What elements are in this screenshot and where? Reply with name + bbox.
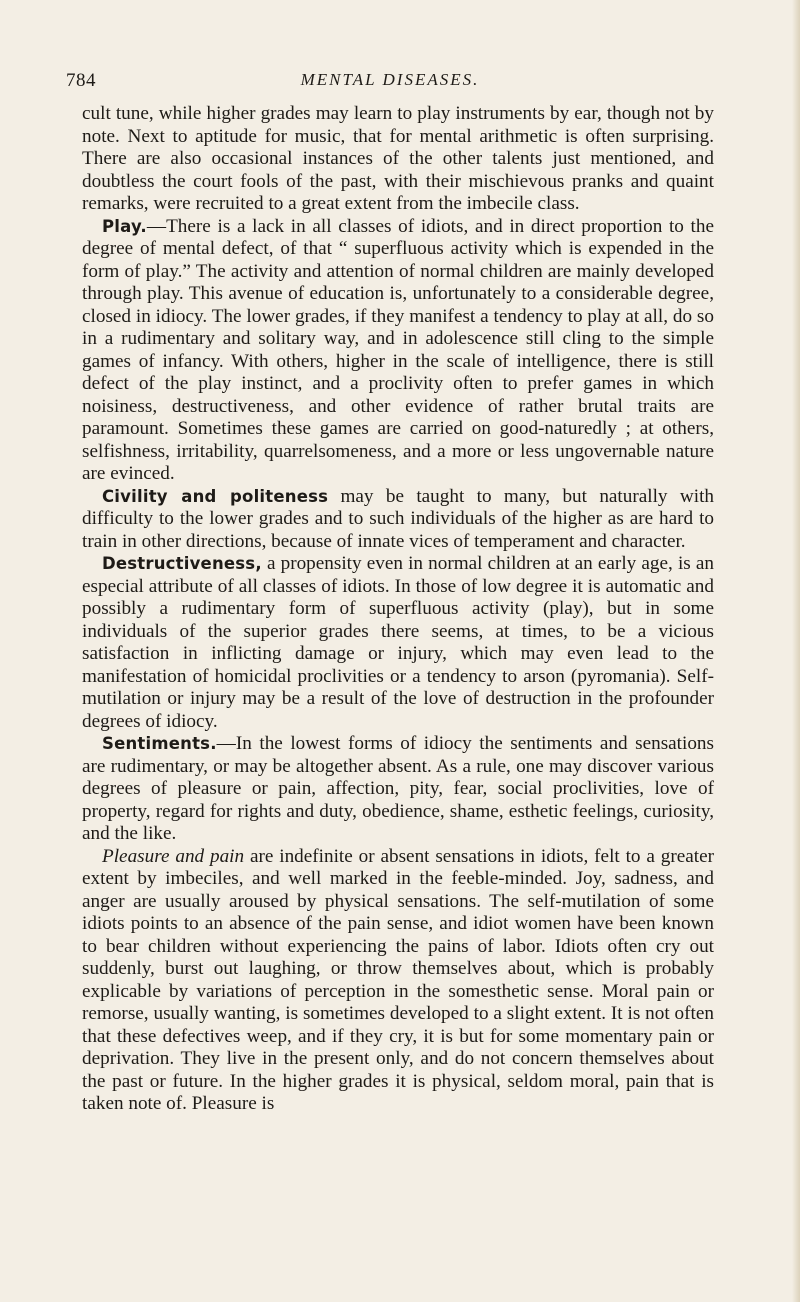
paragraph-civility (82, 486, 714, 554)
heading-sentiments: Sentiments. (102, 734, 217, 753)
heading-destructiveness: Destructiveness, (102, 554, 262, 573)
page-header (66, 64, 714, 94)
paragraph-play-text: —There is a lack in all classes of idiots, and in direct proportion to the degree of mental defect, of that “ superfluous activity which is expended in the form of play.” The activity and attention of normal children are mainly developed through play. This avenue of education is, unfortunately to a considerable degree, closed in idiocy. The lower grades, if they manifest a tendency to play at all, do so in a rudimentary and solitary way, and in adolescence still cling to the simple games of infancy. With others, higher in the scale of intelligence, there is still defect of the play instinct, and a proclivity often to prefer games in which noisiness, destructiveness, and other evidence of rather brutal traits are paramount. Sometimes these games are carried on good-naturedly ; at others, selfishness, irritability, quarrelsomeness, and a more or less ungovernable nature are evinced. (82, 215, 714, 484)
paragraph-sentiments (82, 733, 714, 846)
page-number: 784 (66, 70, 96, 91)
paragraph-pleasure-pain-text: are indefinite or absent sensations in idiots, felt to a greater extent by imbeciles, and well marked in the feeble-minded. Joy, sadness, and anger are usually aroused by physical sensations. The self-mutilation of some idiots points to an absence of the pain sense, and idiot women have been known to bear children without experiencing the pains of labor. Idiots often cry out suddenly, burst out laughing, or throw themselves about, which is probably explicable by variations of perception in the somesthetic sense. Moral pain or remorse, usually wanting, is sometimes developed to a slight extent. It is not often that these defectives weep, and if they cry, it is but for some momentary pain or deprivation. They live in the present only, and do not concern themselves about the past or future. In the higher grades it is physical, seldom moral, pain that is taken note of. Pleasure is (82, 845, 714, 1114)
paragraph-destructiveness-text: a propensity even in normal children at an early age, is an especial attribute of all classes of idiots. In those of low degree it is automatic and possibly a rudimentary form of superfluous activity (play), but in some individuals of the superior grades there seems, at times, to be a vicious satisfaction in inflicting damage or injury, which may even lead to the manifestation of homicidal proclivities or a tendency to arson (pyromania). Self-mutilation or injury may be a result of the love of destruction in the profounder degrees of idiocy. (82, 553, 714, 732)
body-text (82, 103, 714, 1116)
heading-civility: Civility and politeness (102, 486, 329, 506)
paragraph-civility-text: may be taught to many, but naturally with difficulty to the lower grades and to such individuals of the higher as are hard to train in other directions, because of innate vices of temperament and character. (82, 485, 714, 552)
paragraph-pleasure-pain (82, 846, 714, 1116)
paragraph-play (82, 216, 714, 486)
paragraph-music: cult tune, while higher grades may learn to play instruments by ear, though not by note. Next to aptitude for music, that for mental arithmetic is often surprising. There are also occasional instances of the other talents just mentioned, and doubtless the court fools of the past, with their mischievous pranks and quaint remarks, were recruited to a great extent from the imbecile class. (82, 103, 714, 214)
heading-pleasure-pain: Pleasure and pain (102, 845, 245, 867)
paragraph-sentiments-text: —In the lowest forms of idiocy the sentiments and sensations are rudimentary, or may be altogether absent. As a rule, one may discover various degrees of pleasure or pain, affection, pity, fear, social proclivities, love of property, regard for rights and duty, obedience, shame, esthetic feelings, curiosity, and the like. (82, 733, 714, 844)
running-title: MENTAL DISEASES. (300, 70, 480, 89)
heading-play: Play. (102, 216, 147, 236)
page-edge-shadow (792, 0, 800, 1302)
paragraph-destructiveness (82, 553, 714, 733)
